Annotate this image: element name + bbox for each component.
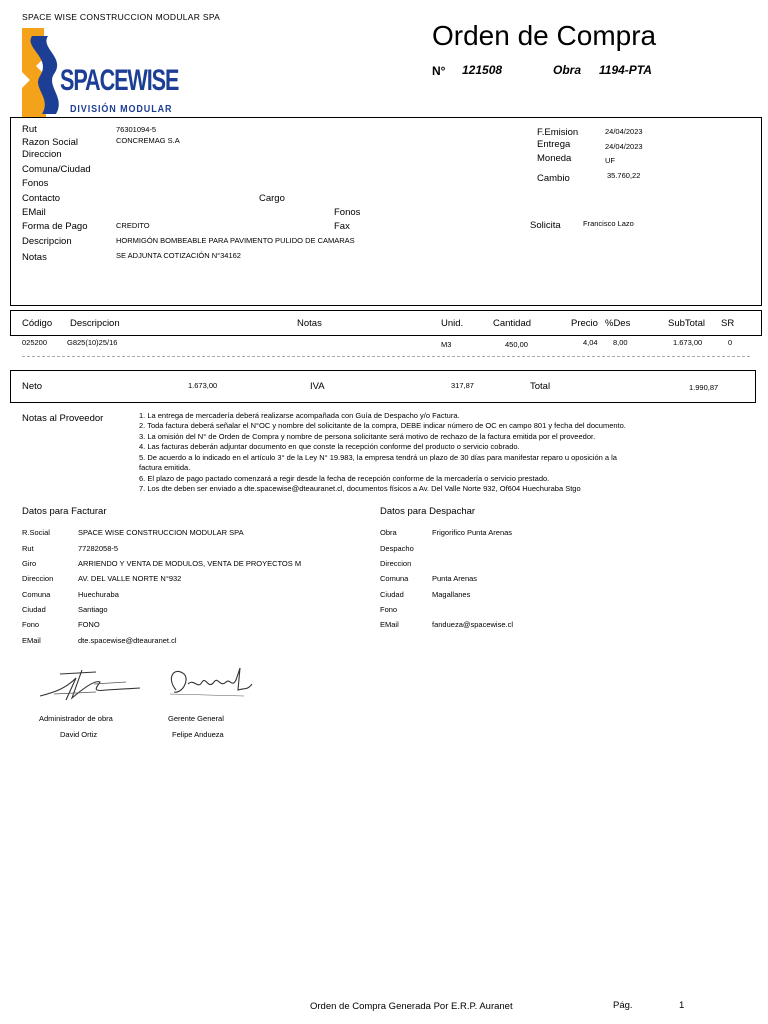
despachar-despacho-label: Despacho (380, 544, 414, 553)
item-codigo: 025200 (22, 338, 48, 347)
despachar-email: fandueza@spacewise.cl (432, 620, 513, 629)
notas-value: SE ADJUNTA COTIZACIÓN N°34162 (116, 251, 241, 260)
despachar-email-label: EMail (380, 620, 399, 629)
footer-generated: Orden de Compra Generada Por E.R.P. Auranet (310, 1001, 513, 1012)
col-unid: Unid. (441, 318, 464, 329)
despachar-obra-label: Obra (380, 528, 397, 537)
signature-role-admin: Administrador de obra (39, 714, 113, 723)
spacewise-logo (22, 28, 179, 118)
emision-value: 24/04/2023 (605, 127, 643, 136)
order-number: 121508 (462, 63, 503, 77)
logo-brand: SPACEWISE (60, 64, 179, 97)
despachar-obra: Frigorifico Punta Arenas (432, 528, 513, 537)
facturar-fono-label: Fono (22, 620, 40, 629)
col-cantidad: Cantidad (493, 318, 532, 329)
moneda-value: UF (605, 156, 615, 165)
facturar-comuna-label: Comuna (22, 590, 51, 599)
iva-value: 317,87 (451, 381, 474, 390)
supplier-info-box (10, 117, 762, 306)
totals-box (10, 370, 756, 403)
descripcion-value: HORMIGÓN BOMBEABLE PARA PAVIMENTO PULIDO DE CAMARAS (116, 236, 355, 245)
row-divider (22, 356, 750, 357)
facturar-rsocial-label: R.Social (22, 528, 50, 537)
emision-label: F.Emision (537, 127, 579, 138)
direccion-label: Direccion (22, 149, 62, 160)
col-notas: Notas (297, 318, 322, 329)
neto-value: 1.673,00 (188, 381, 218, 390)
cambio-label: Cambio (537, 173, 570, 184)
facturar-title: Datos para Facturar (22, 506, 107, 517)
despachar-comuna-label: Comuna (380, 574, 409, 583)
facturar-giro-label: Giro (22, 559, 37, 568)
solicita-value: Francisco Lazo (583, 219, 634, 228)
fax-label: Fax (334, 221, 350, 232)
despachar-direccion-label: Direccion (380, 559, 412, 568)
col-subtotal: SubTotal (668, 318, 705, 329)
facturar-email: dte.spacewise@dteauranet.cl (78, 636, 177, 645)
facturar-rut: 77282058-5 (78, 544, 119, 553)
notas-label: Notas (22, 252, 47, 263)
obra-code: 1194-PTA (599, 63, 652, 77)
facturar-rut-label: Rut (22, 544, 34, 553)
cargo-label: Cargo (259, 193, 285, 204)
item-precio: 4,04 (583, 338, 598, 347)
items-header-box (10, 310, 762, 336)
item-des: 8,00 (613, 338, 628, 347)
list-item: 1. La entrega de mercadería deberá realizarse acompañada con Guía de Despacho y/o Factura. (139, 411, 460, 420)
list-item: 4. Las facturas deberán adjuntar documento en que conste la recepción conforme del producto o servicio cobrado. (139, 442, 520, 451)
iva-label: IVA (310, 381, 325, 392)
col-descripcion: Descripcion (70, 318, 120, 329)
item-subtotal: 1.673,00 (673, 338, 703, 347)
facturar-rsocial: SPACE WISE CONSTRUCCION MODULAR SPA (78, 528, 244, 537)
obra-label: Obra (553, 63, 582, 77)
despachar-ciudad-label: Ciudad (380, 590, 404, 599)
facturar-fono: FONO (78, 620, 100, 629)
despachar-comuna: Punta Arenas (432, 574, 478, 583)
signature-name-gerente: Felipe Andueza (172, 730, 224, 739)
cambio-value: 35.760,22 (607, 171, 641, 180)
entrega-value: 24/04/2023 (605, 142, 643, 151)
item-unid: M3 (441, 340, 452, 349)
rut-value: 76301094-5 (116, 125, 157, 134)
footer-page-label: Pág. (613, 1000, 633, 1011)
descripcion-label: Descripcion (22, 236, 72, 247)
facturar-email-label: EMail (22, 636, 41, 645)
despachar-title: Datos para Despachar (380, 506, 476, 517)
solicita-label: Solicita (530, 220, 561, 231)
list-item: 2. Toda factura deberá señalar el N°OC y nombre del solicitante de la compra, DEBE indicar número de OC en campo 801 y fecha del documento. (139, 421, 626, 430)
logo-subtitle: DIVISIÓN MODULAR (70, 104, 173, 115)
moneda-label: Moneda (537, 153, 572, 164)
company-name: SPACE WISE CONSTRUCCION MODULAR SPA (22, 12, 221, 22)
signature-name-admin: David Ortiz (60, 730, 98, 739)
footer-page-number: 1 (679, 1000, 685, 1011)
facturar-ciudad: Santiago (78, 605, 108, 614)
neto-label: Neto (22, 381, 43, 392)
signature-admin (36, 662, 146, 711)
entrega-label: Entrega (537, 139, 571, 150)
forma-pago-label: Forma de Pago (22, 221, 88, 232)
list-item: 7. Los dte deben ser enviado a dte.spacewise@dteauranet.cl, documentos físicos a Av. Del Valle Norte 932, Of604 Huechuraba Stgo (139, 484, 581, 493)
fonos2-label: Fonos (334, 207, 361, 218)
razon-value: CONCREMAG S.A (116, 136, 180, 145)
handwritten-signature (36, 662, 146, 706)
facturar-ciudad-label: Ciudad (22, 605, 46, 614)
facturar-comuna: Huechuraba (78, 590, 119, 599)
list-item: 3. La omisión del N° de Orden de Compra y nombre de persona solicitante será motivo de rechazo de la factura emitida por el proveedor. (139, 432, 596, 441)
page-title: Orden de Compra (432, 20, 657, 51)
email-label: EMail (22, 207, 46, 218)
comuna-label: Comuna/Ciudad (22, 164, 91, 175)
fonos-label: Fonos (22, 178, 49, 189)
notas-proveedor-label: Notas al Proveedor (22, 413, 104, 424)
list-item: 6. El plazo de pago pactado comenzará a regir desde la fecha de recepción conforme de la mercadería o servicio prestado. (139, 474, 550, 483)
col-des: %Des (605, 318, 631, 329)
forma-pago-value: CREDITO (116, 221, 150, 230)
item-sr: 0 (728, 338, 733, 347)
facturar-direccion: AV. DEL VALLE NORTE N°932 (78, 574, 182, 583)
despachar-ciudad: Magallanes (432, 590, 471, 599)
col-precio: Precio (571, 318, 598, 329)
total-value: 1.990,87 (689, 383, 719, 392)
list-item: factura emitida. (139, 463, 191, 472)
total-label: Total (530, 381, 551, 392)
facturar-giro: ARRIENDO Y VENTA DE MODULOS, VENTA DE PROYECTOS M (78, 559, 302, 568)
col-codigo: Código (22, 318, 53, 329)
facturar-direccion-label: Direccion (22, 574, 54, 583)
razon-label: Razon Social (22, 137, 78, 148)
despachar-fono-label: Fono (380, 605, 398, 614)
item-descripcion: G825(10)25/16 (67, 338, 118, 347)
col-sr: SR (721, 318, 735, 329)
signature-role-gerente: Gerente General (168, 714, 224, 723)
rut-label: Rut (22, 124, 37, 135)
list-item: 5. De acuerdo a lo indicado en el artículo 3° de la Ley N° 19.983, la empresa tendrá un plazo de 30 días para manifestar reparo u oposición a la (139, 453, 617, 462)
order-number-label: N° (432, 64, 446, 78)
signature-gerente (164, 660, 254, 709)
handwritten-signature (164, 660, 254, 704)
contacto-label: Contacto (22, 193, 61, 204)
item-cantidad: 450,00 (505, 340, 528, 349)
